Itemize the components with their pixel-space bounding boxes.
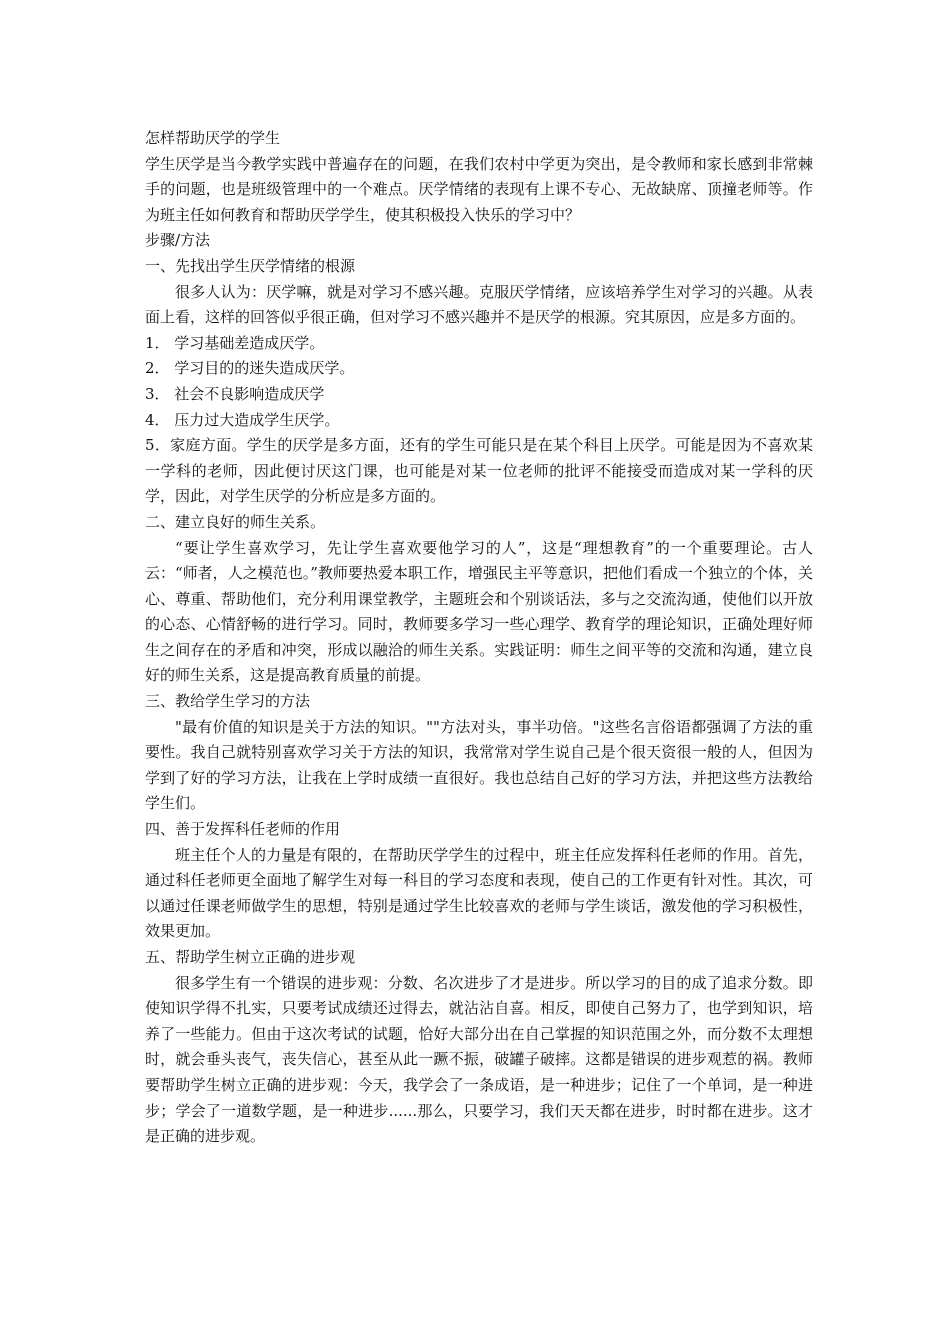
document-page xyxy=(145,126,813,1150)
section-heading-1: 一、先找出学生厌学情绪的根源 xyxy=(145,256,356,275)
section-heading-4: 四、善于发挥科任老师的作用 xyxy=(145,820,341,839)
section-body-3: "最有价值的知识是关于方法的知识。""方法对头，事半功倍。"这些名言俗语都强调了方法的重要性。我自己就特别喜欢学习关于方法的知识，我常常对学生说自己是个很天资很一般的人，但因为学到了好的学习方法，让我在上学时成绩一直很好。我也总结自己好的学习方法，并把这些方法教给学生们。 xyxy=(145,717,813,813)
section-body-5: 很多学生有一个错误的进步观：分数、名次进步了才是进步。所以学习的目的成了追求分数。即使知识学得不扎实，只要考试成绩还过得去，就沾沾自喜。相反，即使自己努力了，也学到知识，培养了一些能力。但由于这次考试的试题，恰好大部分出在自己掌握的知识范围之外，而分数不太理想时，就会垂头丧气，丧失信心，甚至从此一蹶不振，破罐子破摔。这都是错误的进步观惹的祸。教师要帮助学生树立正确的进步观：今天，我学会了一条成语，是一种进步；记住了一个单词，是一种进步；学会了一道数学题，是一种进步......那么，只要学习，我们天天都在进步，时时都在进步。这才是正确的进步观。 xyxy=(145,973,813,1146)
list-item-2: 2． 学习目的的迷失造成厌学。 xyxy=(145,359,355,378)
section-heading-3: 三、教给学生学习的方法 xyxy=(145,692,311,711)
list-item-3: 3． 社会不良影响造成厌学 xyxy=(145,384,325,403)
steps-heading: 步骤/方法 xyxy=(145,231,211,250)
intro-paragraph: 学生厌学是当今教学实践中普遍存在的问题，在我们农村中学更为突出，是令教师和家长感到非常棘手的问题，也是班级管理中的一个难点。厌学情绪的表现有上课不专心、无故缺席、顶撞老师等。作为班主任如何教育和帮助厌学学生，使其积极投入快乐的学习中？ xyxy=(145,154,813,224)
section-body-4: 班主任个人的力量是有限的，在帮助厌学学生的过程中，班主任应发挥科任老师的作用。首先，通过科任老师更全面地了解学生对每一科目的学习态度和表现，使自己的工作更有针对性。其次，可以通过任课老师做学生的思想，特别是通过学生比较喜欢的老师与学生谈话，激发他的学习积极性，效果更加。 xyxy=(145,845,813,941)
section-body-1: 很多人认为：厌学嘛，就是对学习不感兴趣。克服厌学情绪，应该培养学生对学习的兴趣。从表面上看，这样的回答似乎很正确，但对学习不感兴趣并不是厌学的根源。究其原因，应是多方面的。 xyxy=(145,282,813,327)
section-body-2: “要让学生喜欢学习，先让学生喜欢要他学习的人”，这是“理想教育”的一个重要理论。古人云：“师者，人之模范也。”教师要热爱本职工作，增强民主平等意识，把他们看成一个独立的个体，关心、尊重、帮助他们，充分利用课堂教学，主题班会和个别谈话法，多与之交流沟通，使他们以开放的心态、心情舒畅的进行学习。同时，教师要多学习一些心理学、教育学的理论知识，正确处理好师生之间存在的矛盾和冲突，形成以融洽的师生关系。实践证明：师生之间平等的交流和沟通，建立良好的师生关系，这是提高教育质量的前提。 xyxy=(145,538,813,685)
section-heading-2: 二、建立良好的师生关系。 xyxy=(145,512,326,531)
list-item-1: 1． 学习基础差造成厌学。 xyxy=(145,333,325,352)
list-item-5: 5．家庭方面。学生的厌学是多方面，还有的学生可能只是在某个科目上厌学。可能是因为不喜欢某一学科的老师，因此便讨厌这门课，也可能是对某一位老师的批评不能接受而造成对某一学科的厌学，因此，对学生厌学的分析应是多方面的。 xyxy=(145,436,813,506)
document-title: 怎样帮助厌学的学生 xyxy=(145,129,281,147)
section-heading-5: 五、帮助学生树立正确的进步观 xyxy=(145,948,356,966)
list-item-4: 4． 压力过大造成学生厌学。 xyxy=(145,410,340,429)
